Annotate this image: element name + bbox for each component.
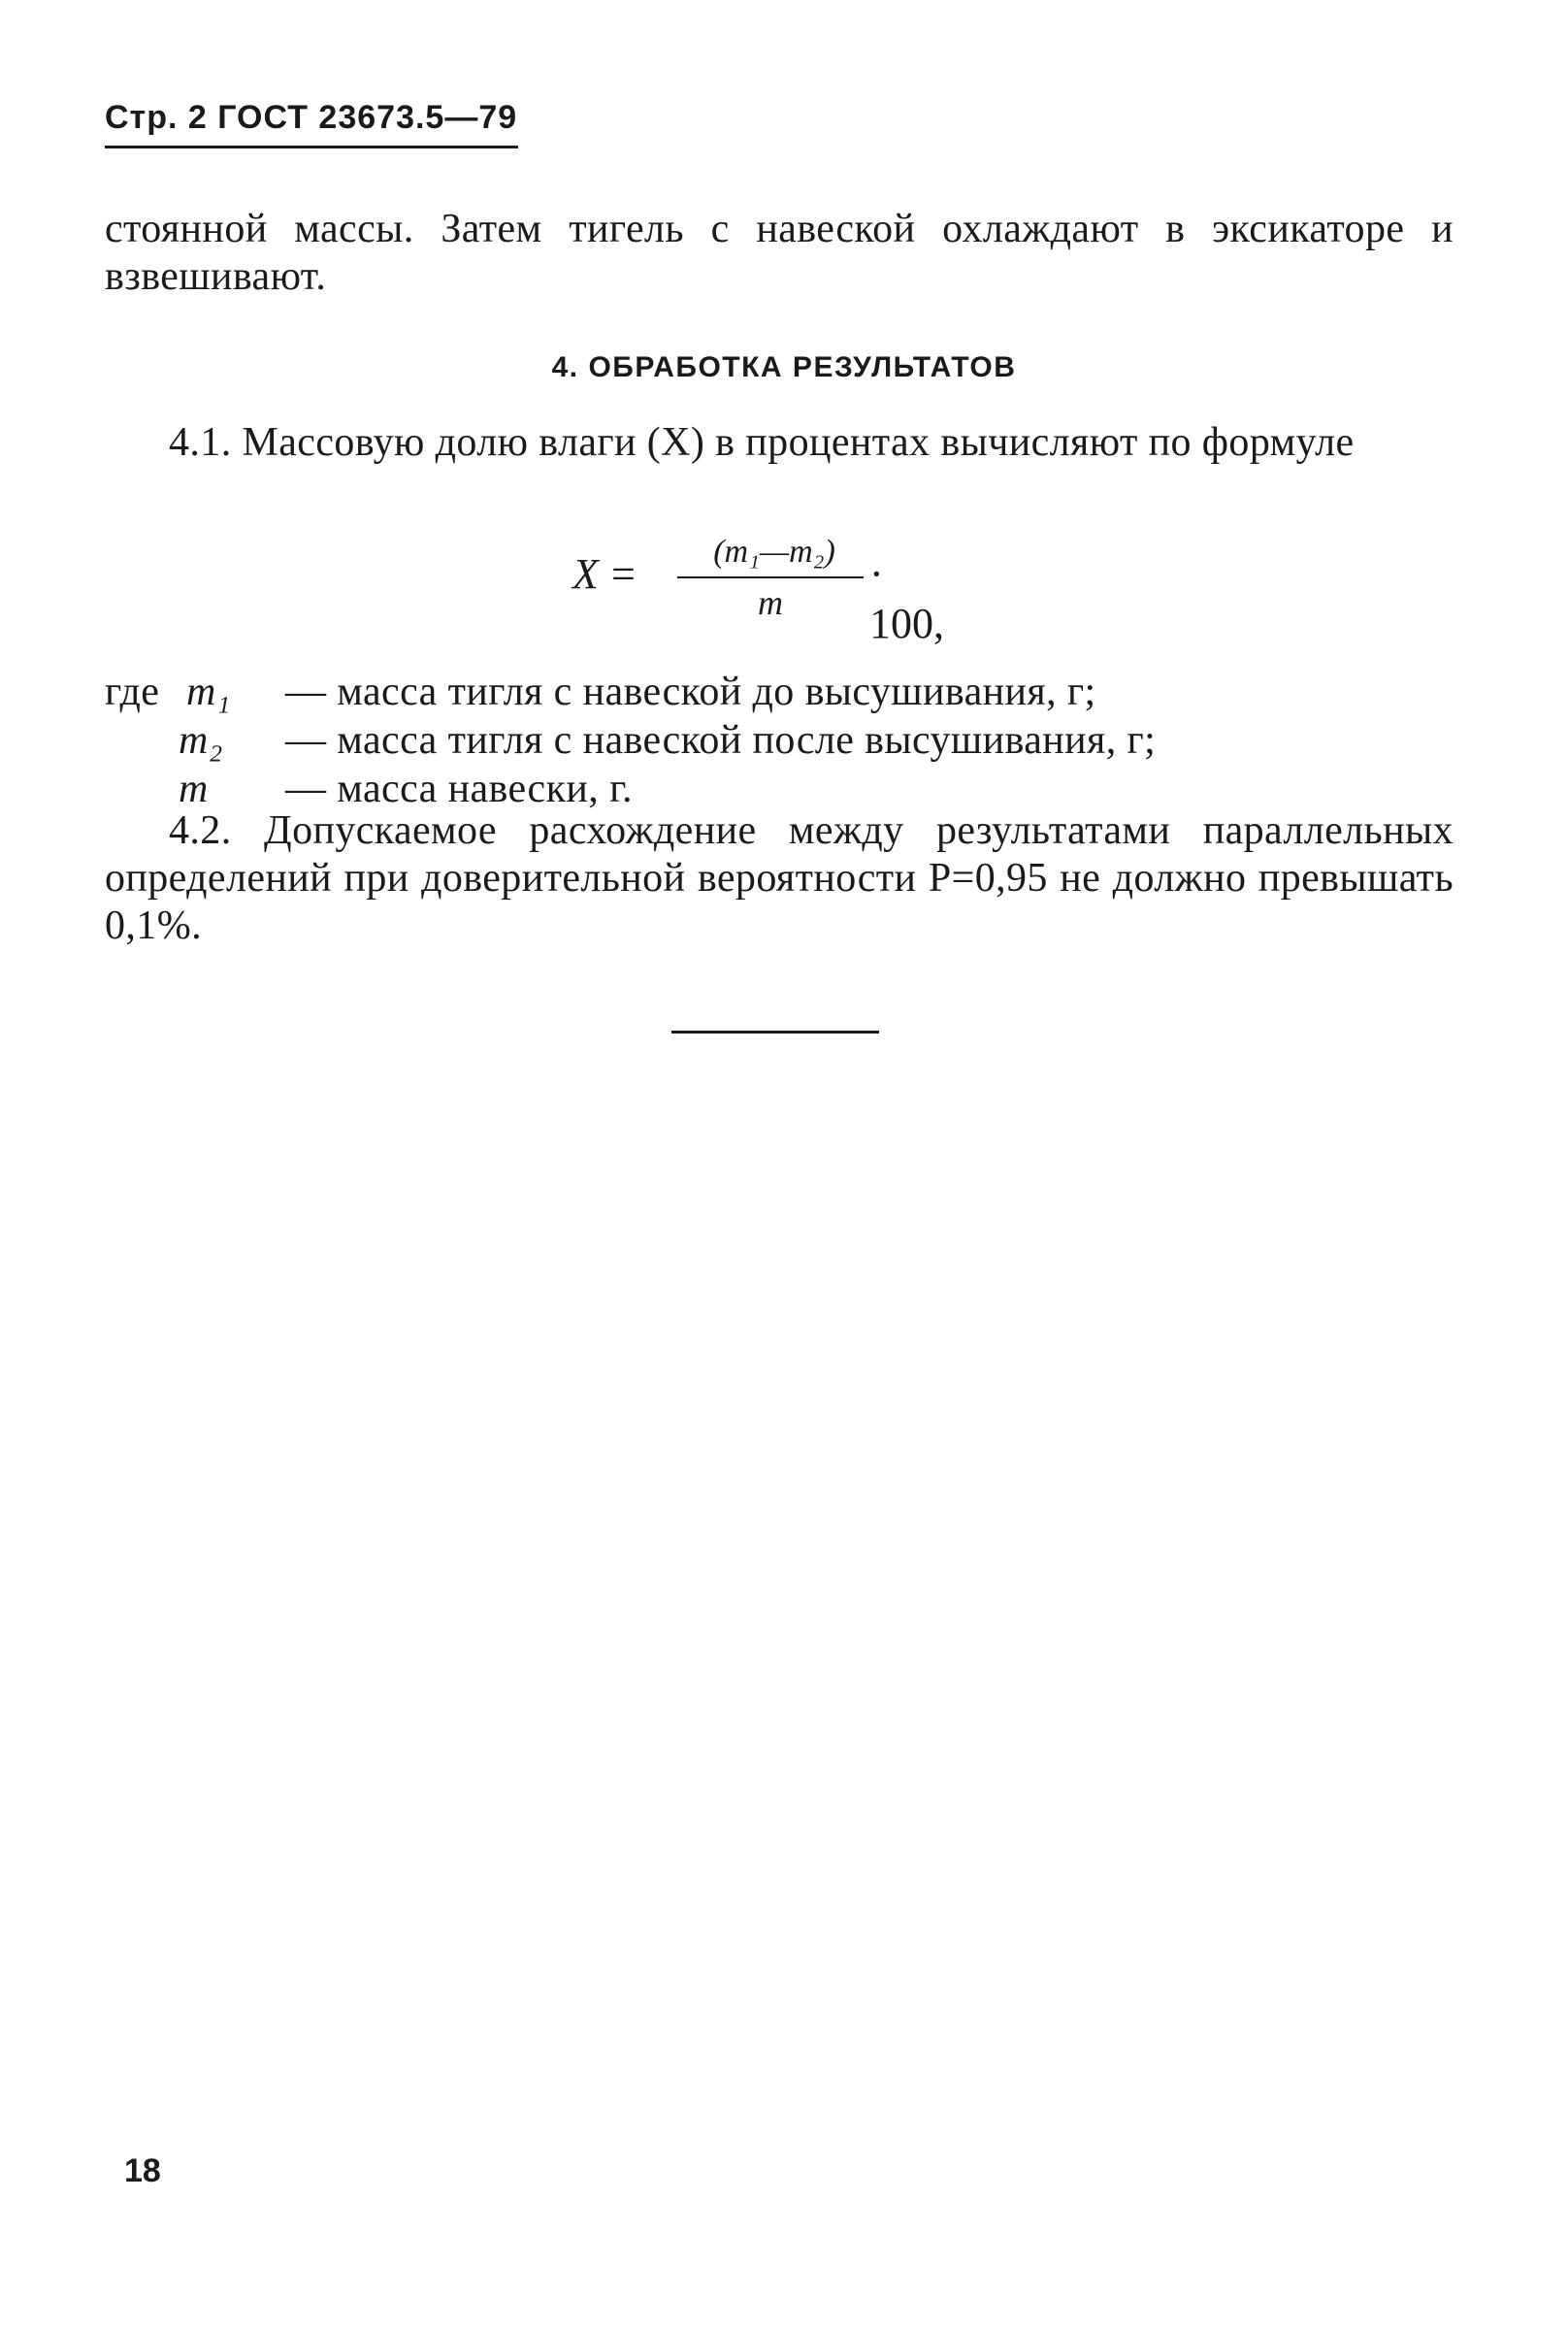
end-rule [671, 1031, 879, 1034]
formula-lhs: X [572, 550, 599, 598]
symbol-legend [105, 668, 1156, 813]
legend-lead: где [105, 670, 160, 714]
continued-paragraph: стоянной массы. Затем тигель с навеской охлаждают в эксикаторе и взвешивают. [105, 207, 1454, 299]
fraction-bar [677, 576, 864, 578]
legend-symbol: m [179, 767, 209, 811]
formula-numerator: (m₁—m₂) [713, 534, 835, 570]
page-number: 18 [124, 2152, 161, 2189]
page-label: Стр. 2 [105, 99, 208, 136]
standard-designation: ГОСТ 23673.5—79 [217, 99, 518, 136]
header-rule [105, 146, 518, 148]
legend-symbol: m₂ [179, 718, 223, 763]
formula-multiplier: · 100, [869, 550, 944, 647]
formula-denominator: m [758, 583, 783, 622]
legend-symbol: m₁ [186, 670, 231, 714]
legend-row [105, 716, 1156, 765]
legend-row [105, 765, 1156, 813]
section-heading: 4. ОБРАБОТКА РЕЗУЛЬТАТОВ [551, 351, 1017, 383]
paragraph-4-1: 4.1. Массовую долю влаги (X) в процентах вычисляют по формуле [169, 420, 1355, 465]
legend-description: — масса навески, г. [285, 767, 633, 811]
legend-description: — масса тигля с навеской после высушивания, г; [285, 718, 1157, 763]
running-header [105, 99, 517, 137]
legend-description: — масса тигля с навеской до высушивания, г; [285, 670, 1096, 714]
legend-row [105, 668, 1156, 716]
paragraph-4-2: 4.2. Допускаемое расхождение между результатами параллельных определений при доверительной вероятности P=0,95 не должно превышать 0,1%. [105, 808, 1454, 948]
formula-equals: = [611, 550, 636, 598]
